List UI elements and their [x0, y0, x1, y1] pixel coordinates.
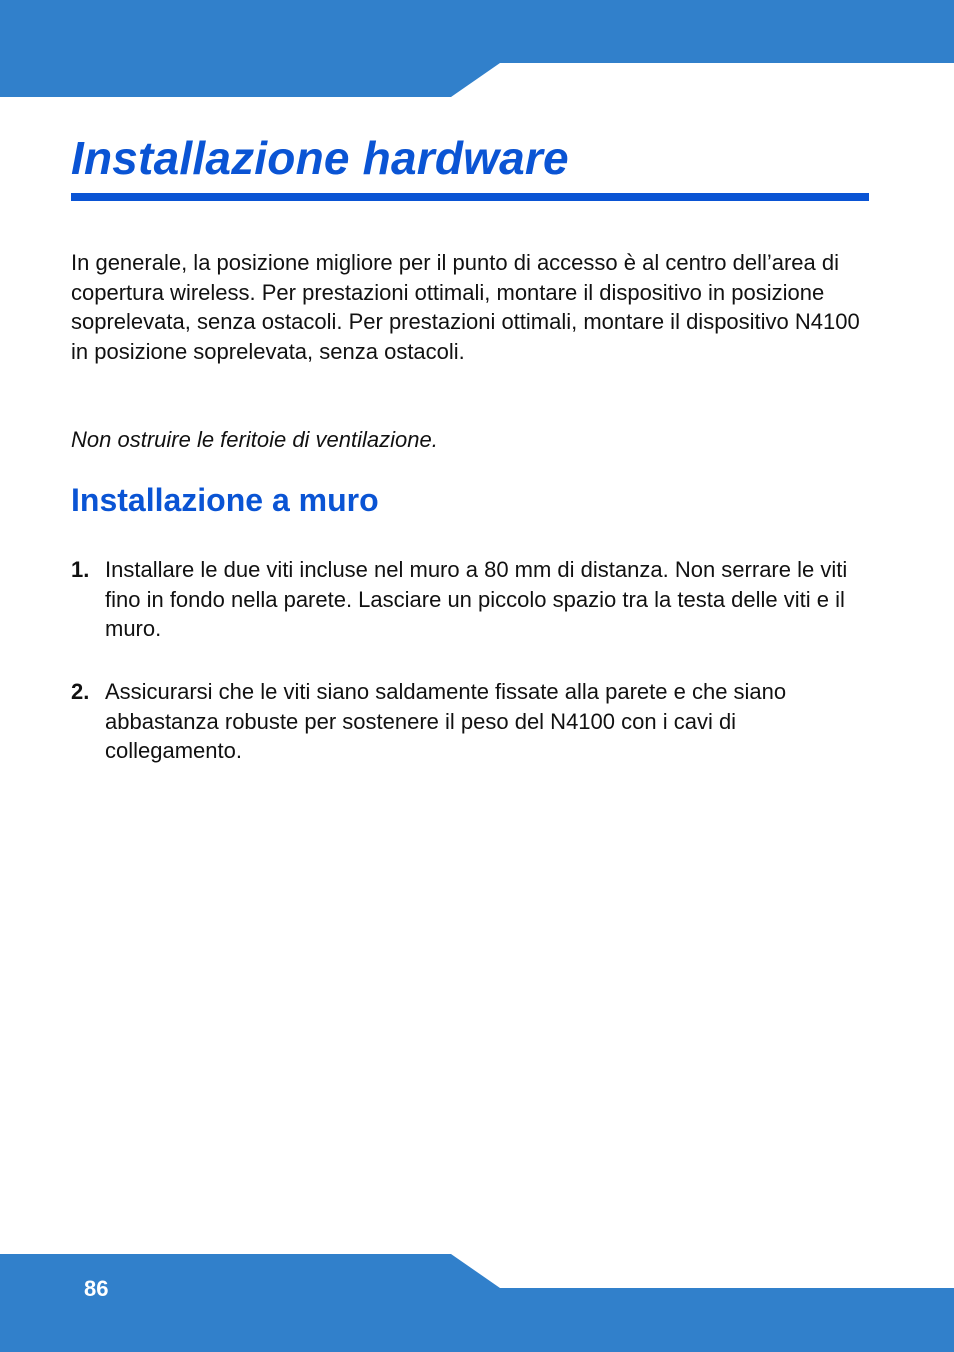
footer-band	[0, 1252, 954, 1352]
step-text: Installare le due viti incluse nel muro a 80 mm di distanza. Non serrare le viti fino in fondo nella parete. Lasciare un piccolo spazio tra la testa delle viti e il muro.	[105, 557, 848, 641]
section-title: Installazione a muro	[71, 482, 379, 518]
step-item	[71, 677, 871, 766]
step-number: 1.	[71, 557, 90, 582]
title-rule	[71, 193, 869, 201]
header-band	[0, 0, 954, 97]
page-number: 86	[84, 1276, 109, 1301]
step-text: Assicurarsi che le viti siano saldamente fissate alla parete e che siano abbastanza robuste per sostenere il peso del N4100 con i cavi di collegamento.	[105, 679, 787, 763]
step-item	[71, 555, 871, 644]
step-number: 2.	[71, 679, 90, 704]
intro-paragraph: In generale, la posizione migliore per il punto di accesso è al centro dell’area di copertura wireless. Per prestazioni ottimali, montare il dispositivo in posizione soprelevata, senza ostacoli. Per prestazioni ottimali, montare il dispositivo N4100 in posizione soprelevata, senza ostacoli.	[71, 250, 860, 364]
footer-band-shape	[0, 1254, 954, 1352]
ventilation-note: Non ostruire le feritoie di ventilazione.	[71, 427, 438, 452]
page-title: Installazione hardware	[71, 132, 569, 184]
header-band-shape	[0, 0, 954, 97]
